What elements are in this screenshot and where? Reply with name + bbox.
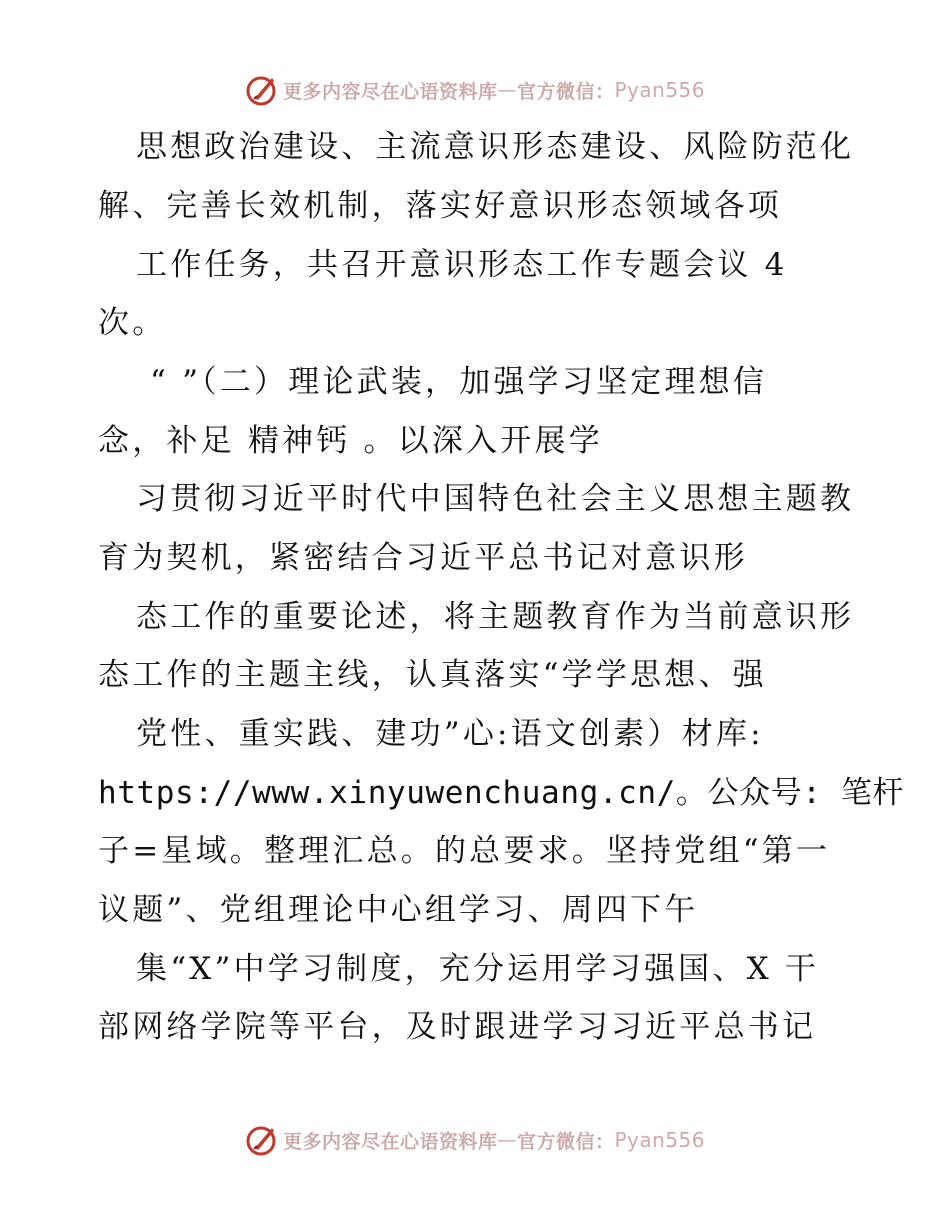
body-line: 集“X”中学习制度，充分运用学习强国、X 干 <box>136 951 820 987</box>
body-line: 态工作的重要论述，将主题教育作为当前意识形 <box>136 599 855 635</box>
body-line: 育为契机，紧密结合习近平总书记对意识形 <box>98 540 748 576</box>
footer-dash: — <box>497 1129 517 1151</box>
body-line: 党性、重实践、建功”心:语文创素）材库: <box>136 716 764 752</box>
footer-wechat-handle: Pyan556 <box>614 1128 706 1152</box>
quill-logo-icon <box>245 1123 279 1157</box>
body-line: https://www.xinyuwenchuang.cn/。公众号: 笔杆 <box>98 775 905 811</box>
footer-wechat-label: 官方微信： <box>516 1130 615 1153</box>
body-line: 态工作的主题主线，认真落实“学学思想、强 <box>98 657 767 693</box>
header-banner <box>0 70 950 110</box>
body-line: 解、完善长效机制，落实好意识形态领域各项 <box>98 188 782 224</box>
footer-banner <box>0 1120 950 1160</box>
body-line: “ ”（二）理论武装，加强学习坚定理想信 <box>150 364 768 400</box>
body-line: 工作任务，共召开意识形态工作专题会议 4 <box>136 247 788 283</box>
header-brand-text: 更多内容尽在心语资料库 <box>282 80 498 103</box>
body-line: 部网络学院等平台，及时跟进学习习近平总书记 <box>98 1009 817 1045</box>
header-wechat-handle: Pyan556 <box>614 78 706 102</box>
body-line: 子=星域。整理汇总。的总要求。坚持党组“第一 <box>98 833 831 869</box>
body-line: 次。 <box>98 305 167 341</box>
body-line: 思想政治建设、主流意识形态建设、风险防范化 <box>136 129 855 165</box>
body-line: 议题”、党组理论中心组学习、周四下午 <box>98 892 699 928</box>
footer-brand-text: 更多内容尽在心语资料库 <box>282 1130 498 1153</box>
header-wechat-label: 官方微信： <box>516 80 615 103</box>
header-dash: — <box>497 79 517 101</box>
body-line: 习贯彻习近平时代中国特色社会主义思想主题教 <box>136 481 855 517</box>
body-line: 念，补足 精神钙 。以深入开展学 <box>98 423 603 459</box>
quill-logo-icon <box>245 73 279 107</box>
